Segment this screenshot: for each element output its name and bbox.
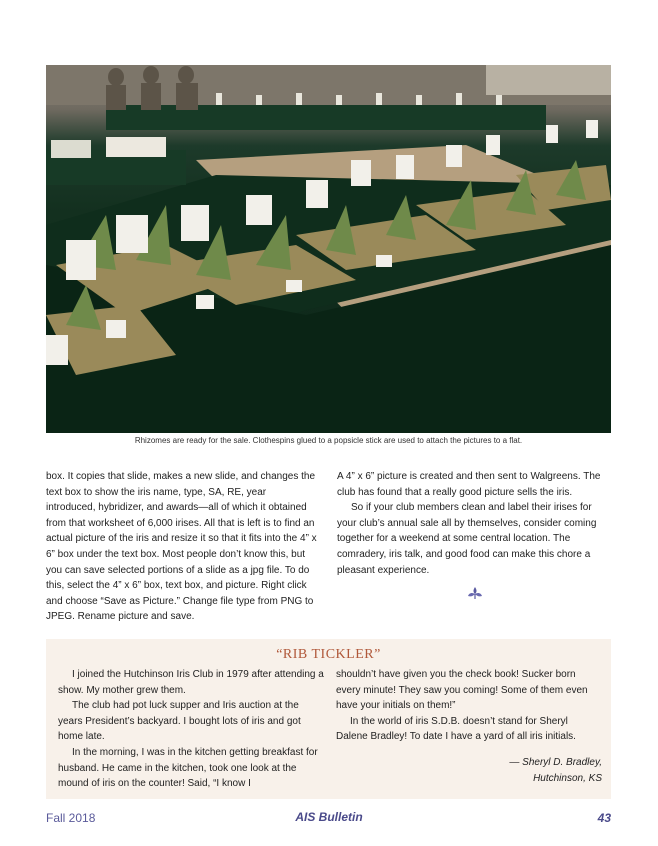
photo-illustration (46, 65, 611, 433)
article-paragraph: box. It copies that slide, makes a new slide, and changes the text box to show the iris name, type, SA, RE, year introduced, hybridizer, and awards—all of which it obtained from that worksheet of 6,000 irises. All that is left is to find an actual picture of the iris and resize it so that it fits into the 4” x 6” box under the text box. Most people don’t know this, but you can save selected portions of a slide as a jpg file. To do this, select the 4” x 6” box, text box, and picture. Right click and choose “Save as Picture.” Change file type from PNG to JPEG. Rename picture and save. (46, 471, 317, 623)
page-number: 43 (597, 811, 611, 825)
article-paragraph: A 4” x 6” picture is created and then sent to Walgreens. The club has found that a really good picture sells the iris. (337, 471, 601, 498)
rib-tickler-sidebar (46, 639, 611, 799)
signature-name: — Sheryl D. Bradley, (509, 756, 602, 768)
footer-publication: AIS Bulletin (295, 810, 363, 824)
sidebar-paragraph: The club had pot luck supper and Iris auction at the years President’s backyard. I bought lots of iris and got home late. (58, 700, 301, 743)
sidebar-column-left (58, 667, 324, 792)
article-column-left (46, 469, 317, 625)
iris-sale-photo (46, 65, 611, 433)
footer-season: Fall 2018 (46, 811, 96, 825)
article-column-right (337, 469, 609, 578)
sidebar-paragraph: In the world of iris S.D.B. doesn’t stand for Sheryl Dalene Bradley! To date I have a yard of all iris initials. (336, 715, 576, 743)
sidebar-paragraph: shouldn’t have given you the check book! Sucker born every minute! They saw you coming! Some of them even have your initials on them!” (336, 669, 588, 712)
sidebar-paragraph: I joined the Hutchinson Iris Club in 1979 after attending a show. My mother grew them. (58, 669, 324, 696)
sidebar-title: “RIB TICKLER” (276, 647, 381, 662)
article-paragraph: So if your club members clean and label their irises for your club’s annual sale all by themselves, consider coming together for a weekend at some central location. The comradery, iris talk, and good food can make this chore a pleasant experience. (337, 502, 597, 576)
signature-place: Hutchinson, KS (533, 772, 602, 784)
sidebar-column-right (336, 667, 602, 786)
photo-caption: Rhizomes are ready for the sale. Clothespins glued to a popsicle stick are used to attach the pictures to a flat. (134, 436, 523, 445)
iris-flower-icon (467, 586, 483, 600)
sidebar-paragraph: In the morning, I was in the kitchen getting breakfast for husband. He came in the kitchen, took one look at the mound of iris on the counter! Said, “I know I (58, 746, 318, 790)
